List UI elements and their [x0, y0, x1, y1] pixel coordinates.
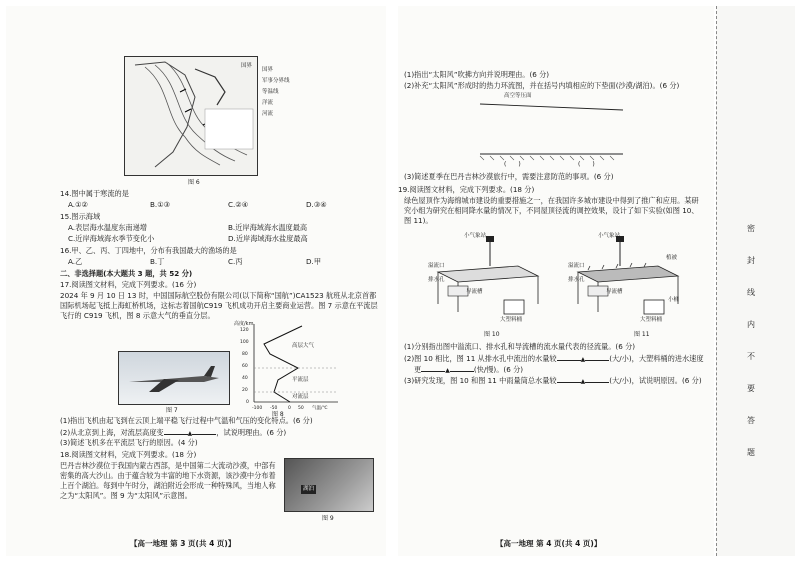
q18-sub3: (3)简述夏季在巴丹吉林沙漠旅行中，需要注意防范的事项。(6 分) — [404, 172, 614, 181]
fig8-ytick: 60 — [242, 364, 248, 369]
legend-2: 军事分界线 — [262, 78, 290, 84]
figure-6-caption: 图 6 — [188, 179, 200, 186]
answer-blank[interactable] — [450, 364, 474, 372]
fig8-ytick: 100 — [240, 340, 249, 345]
q19-sub3 — [404, 375, 702, 386]
answer-blank[interactable] — [192, 427, 216, 435]
q16-stem: 16.甲、乙、丙、丁四地中，分布有我国最大的渔场的是 — [60, 246, 237, 255]
q16-opt-c: C.丙 — [228, 257, 243, 266]
q17-sub2-b: ，试说明理由。(6 分) — [216, 428, 287, 437]
q17-title: 17.阅读图文材料，完成下列要求。(16 分) — [60, 280, 197, 289]
triangle-icon: ▲ — [580, 356, 586, 363]
q19-sub2-c: 更 — [414, 365, 422, 374]
q19-title: 19.阅读图文材料，完成下列要求。(18 分) — [398, 185, 535, 194]
q19-sub2 — [404, 353, 704, 364]
q16-opt-b: B.丁 — [150, 257, 165, 266]
fig8-xtick: -50 — [270, 406, 278, 411]
fig9-lake-label: 湖泊 — [303, 486, 315, 492]
label-overflow: 溢流口 — [568, 263, 585, 269]
binding-char: 答 — [747, 416, 755, 425]
label-guide: 导流槽 — [606, 289, 623, 295]
q19-sub3-b: (大/小)，试说明原因。(6 分) — [609, 376, 702, 385]
answer-blank[interactable] — [557, 375, 581, 383]
figure-9-photo — [284, 458, 374, 512]
thermal-circulation-diagram — [478, 92, 628, 172]
fig8-ytick: 80 — [242, 352, 248, 357]
figure-9-caption: 图 9 — [322, 515, 334, 522]
q19-sub2-a: (2)图 10 相比，图 11 从排水孔中流出的水量较 — [404, 354, 557, 363]
q17-sub2 — [60, 427, 286, 438]
fig8-xtick: 50 — [298, 406, 304, 411]
q18-title: 18.阅读图文材料，完成下列要求。(18 分) — [60, 450, 197, 459]
label-rain-station: 小气象站 — [598, 233, 621, 239]
triangle-icon: ▲ — [187, 430, 193, 437]
legend-3: 等温线 — [262, 89, 279, 95]
figure-8-chart — [232, 320, 342, 412]
binding-char: 要 — [747, 384, 755, 393]
q16-opt-d: D.甲 — [306, 257, 322, 266]
q15-opt-d: D.近岸海域海水盐度最高 — [228, 234, 308, 243]
label-small-bucket: 小桶 — [668, 297, 680, 303]
q17-sub3: (3)简述飞机多在平流层飞行的原因。(4 分) — [60, 438, 198, 447]
answer-blank[interactable] — [585, 353, 609, 361]
fig8-ytick: 20 — [242, 388, 248, 393]
q17-sub2-a: (2)从北京到上海，对流层高度变 — [60, 428, 164, 437]
label-vegetation: 植被 — [666, 255, 678, 261]
binding-char: 线 — [747, 288, 755, 297]
q18-material: 巴丹吉林沙漠位于我国内蒙古西部，是中国第二大流动沙漠，中部有密集的高大沙山。由于蕴含较为丰富的地下水资源，该沙漠中分布着上百个湖泊。每到中午时分，湖泊附近会形成一种特殊风，当地人称之为“太阳风”。图 9 为“太阳风”示意图。 — [60, 461, 276, 500]
figure-6-map — [124, 56, 258, 176]
q19-sub1: (1)分别指出图中溢流口、排水孔和导流槽的流水量代表的径流量。(6 分) — [404, 342, 636, 351]
exam-page-3 — [6, 6, 386, 556]
fig8-xtick: 0 — [288, 406, 291, 411]
answer-paren-right[interactable]: ( ) — [578, 161, 595, 168]
answer-blank[interactable] — [585, 375, 609, 383]
label-guide: 导流槽 — [466, 289, 483, 295]
q17-material: 2024 年 9 月 10 日 13 时，中国国际航空股份有限公司(以下简称“国航”)CA1523 航班从北京首都国际机场起飞抵上海虹桥机场，这标志着国航C919 飞机成功开启主要商业运营。图 7 示意在平流层飞行的 C919 飞机，图 8 示意大气的垂直分层。 — [60, 291, 378, 320]
q15-stem: 15.图示海域 — [60, 212, 101, 221]
legend-4: 洋流 — [262, 100, 274, 106]
legend-item: 国界 — [241, 63, 253, 69]
legend-1: 国界 — [262, 67, 274, 73]
q19-sub3-a: (3)研究发现，图 10 和图 11 中雨量筒总水量较 — [404, 376, 557, 385]
label-bucket: 大塑料桶 — [640, 317, 663, 323]
page-3-footer: 【高一地理 第 3 页(共 4 页)】 — [130, 539, 236, 548]
label-overflow: 溢流口 — [428, 263, 445, 269]
q14-opt-c: C.②④ — [228, 200, 249, 209]
roof-experiment-plain — [428, 232, 548, 332]
binding-char: 封 — [747, 256, 755, 265]
fig8-xtick: -100 — [252, 406, 263, 411]
triangle-icon: ▲ — [580, 378, 586, 385]
binding-char: 题 — [747, 448, 755, 457]
q14-opt-b: B.①③ — [150, 200, 171, 209]
q17-sub1: (1)指出飞机由起飞到在云顶上端平稳飞行过程中气温和气压的变化特点。(6 分) — [60, 416, 313, 425]
exam-page-4 — [398, 6, 714, 556]
answer-blank[interactable] — [421, 364, 445, 372]
q18-sub2: (2)补充“太阳风”形成时的热力环流图，并在括号内填相应的下垫面(沙漠/湖泊)。(6 分) — [404, 81, 680, 90]
fig8-ylabel: 高度/km — [234, 321, 254, 327]
isobar-label: 高空等压面 — [504, 93, 532, 99]
figure-10-diagram — [428, 232, 548, 332]
figure-7-photo — [118, 351, 230, 405]
q19-material: 绿色屋顶作为海绵城市建设的重要措施之一，在我国许多城市建设中得到了推广和应用。某研究小组为研究在相同降水量的情况下，不同屋顶径流的调控效果，设计了如下实验(如图 10、图 11)。 — [404, 196, 699, 225]
map-contours — [125, 57, 257, 175]
figure-8-caption: 图 8 — [272, 411, 284, 418]
q18-sub1: (1)指出“太阳风”吹拂方向并说明理由。(6 分) — [404, 70, 550, 79]
figure-10-caption: 图 10 — [484, 331, 500, 338]
circulation-sketch — [478, 92, 628, 172]
figure-7-caption: 图 7 — [166, 407, 178, 414]
fig8-ytick: 40 — [242, 376, 248, 381]
q14-opt-d: D.③④ — [306, 200, 327, 209]
label-drain: 排水孔 — [428, 277, 445, 283]
q19-sub2-b: (大/小)，大塑料桶的进水速度 — [609, 354, 704, 363]
q15-opt-b: B.近岸海域海水温度最高 — [228, 223, 308, 232]
label-bucket: 大塑料桶 — [500, 317, 523, 323]
q19-sub2-d: (快/慢)。(6 分) — [473, 365, 524, 374]
figure-11-caption: 图 11 — [634, 331, 650, 338]
figure-11-diagram — [568, 232, 698, 332]
fig8-ytick: 0 — [246, 400, 249, 405]
binding-char: 密 — [747, 224, 755, 233]
triangle-icon: ▲ — [445, 367, 450, 374]
fig8-layer-tropo: 对流层 — [292, 394, 309, 400]
legend-5: 河流 — [262, 111, 274, 117]
page-4-footer: 【高一地理 第 4 页(共 4 页)】 — [496, 539, 602, 548]
section-2-heading: 二、非选择题(本大题共 3 题，共 52 分) — [60, 269, 193, 278]
roof-experiment-green — [568, 232, 698, 332]
fig8-xlabel: 气温/℃ — [312, 406, 328, 411]
answer-blank[interactable] — [557, 353, 581, 361]
q16-opt-a: A.乙 — [68, 257, 83, 266]
fig8-layer-upper: 高层大气 — [292, 343, 315, 349]
q19-sub2-line2 — [414, 364, 523, 375]
q15-opt-c: C.近岸海域海水季节变化小 — [68, 234, 155, 243]
answer-paren-left[interactable]: ( ) — [504, 161, 521, 168]
label-rain-station: 小气象站 — [464, 233, 487, 239]
answer-blank[interactable] — [164, 427, 188, 435]
airplane-image — [119, 352, 229, 404]
q14-opt-a: A.①② — [68, 200, 88, 209]
q14-stem: 14.图中属于寒流的是 — [60, 189, 129, 198]
binding-char: 不 — [747, 352, 755, 361]
binding-char: 内 — [747, 320, 755, 329]
binding-margin — [716, 6, 795, 556]
label-drain: 排水孔 — [568, 277, 585, 283]
fig8-layer-strat: 平流层 — [292, 377, 309, 383]
fig8-ytick: 120 — [240, 328, 249, 333]
q15-opt-a: A.表层海水温度东南递增 — [68, 223, 147, 232]
